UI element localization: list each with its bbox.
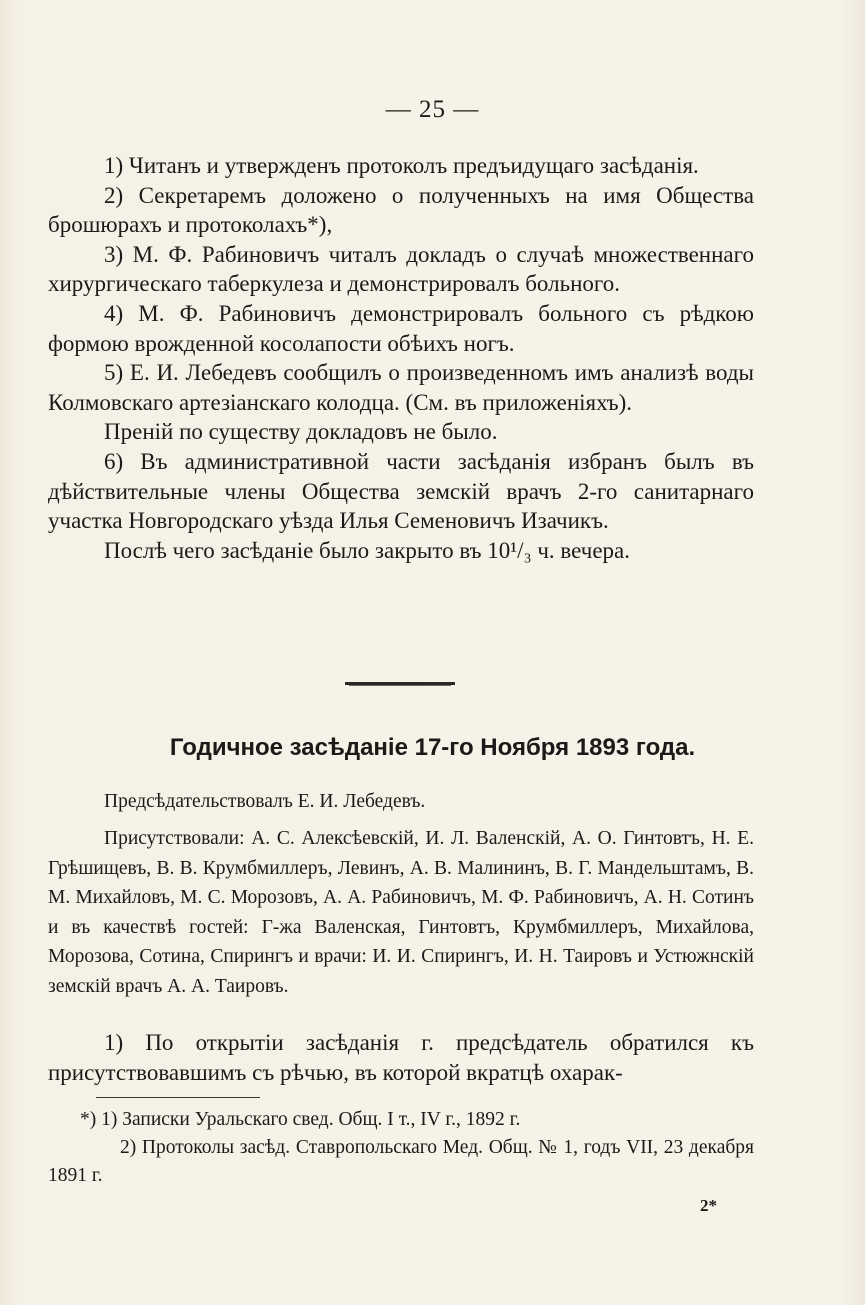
footnote: 2) Протоколы засѣд. Ставропольскаго Мед. Общ. № 1, годъ VII, 23 декабря 1891 г.: [48, 1137, 754, 1186]
minutes-item: 5) Е. И. Лебедевъ сообщилъ о произведенномъ имъ анализѣ воды Колмовскаго артезіанскаго колодца. (См. въ приложеніяхъ).: [48, 360, 754, 415]
minutes-list: [48, 151, 754, 565]
opening-text: 1) По открытіи засѣданія г. предсѣдатель обратился къ присутствовавшимъ съ рѣчью, въ которой вкратцѣ охарак-: [48, 1030, 754, 1085]
signature-mark: 2*: [700, 1196, 717, 1215]
minutes-item: 3) М. Ф. Рабиновичъ читалъ докладъ о случаѣ множественнаго хирургическаго таберкулеза и демонстрировалъ больного.: [48, 241, 754, 297]
section-title: Годичное засѣданіе 17-го Ноября 1893 года.: [169, 734, 696, 761]
chair-line: [48, 787, 754, 817]
chair-text: Предсѣдательствовалъ Е. И. Лебедевъ.: [104, 791, 426, 812]
attendance-text: Присутствовали: А. С. Алексѣевскій, И. Л. Валенскій, А. О. Гинтовтъ, Н. Е. Грѣшищевъ, В. В. Крумбмиллеръ, Левинъ, А. В. Малининъ, В. Г. Мандельштамъ, В. М. Михайловъ, М. С. Морозовъ, А. А. Рабиновичъ, М. Ф. Рабиновичъ, А. Н. Сотинъ и въ качествѣ гостей: Г-жа Валенская, Гинтовтъ, Крумбмиллеръ, Михайлова, Морозова, Сотина, Спирингъ и врачи: И. И. Спирингъ, И. Н. Таировъ и Устюжнскій земскій врачъ А. А. Таировъ.: [48, 828, 754, 997]
minutes-item: Преній по существу докладовъ не было.: [104, 419, 498, 445]
attendance-paragraph: [48, 824, 754, 1001]
footnotes: [48, 1106, 754, 1190]
minutes-item: 1) Читанъ и утвержденъ протоколъ предъидущаго засѣданія.: [104, 153, 699, 178]
minutes-item: 6) Въ административной части засѣданія избранъ былъ въ дѣйствительные члены Общества земскій врачъ 2-го санитарнаго участка Новгородскаго уѣзда Илья Семеновичъ Изачикъ.: [48, 448, 754, 534]
page-number: — 25 —: [385, 96, 480, 123]
minutes-item: Послѣ чего засѣданіе было закрыто въ 10¹/₃ ч. вечера.: [104, 537, 631, 563]
section-divider: [345, 682, 455, 685]
minutes-item: 2) Секретаремъ доложено о полученныхъ на имя Общества брошюрахъ и протоколахъ*),: [48, 182, 754, 238]
minutes-item: 4) М. Ф. Рабиновичъ демонстрировалъ больного съ рѣдкою формою врожденной косолапости обѣихъ ногъ.: [48, 300, 754, 356]
footnote: *) 1) Записки Уральскаго свед. Общ. I т., IV г., 1892 г.: [80, 1109, 521, 1130]
footnote-rule: [96, 1097, 260, 1098]
opening-paragraph: [48, 1028, 754, 1087]
